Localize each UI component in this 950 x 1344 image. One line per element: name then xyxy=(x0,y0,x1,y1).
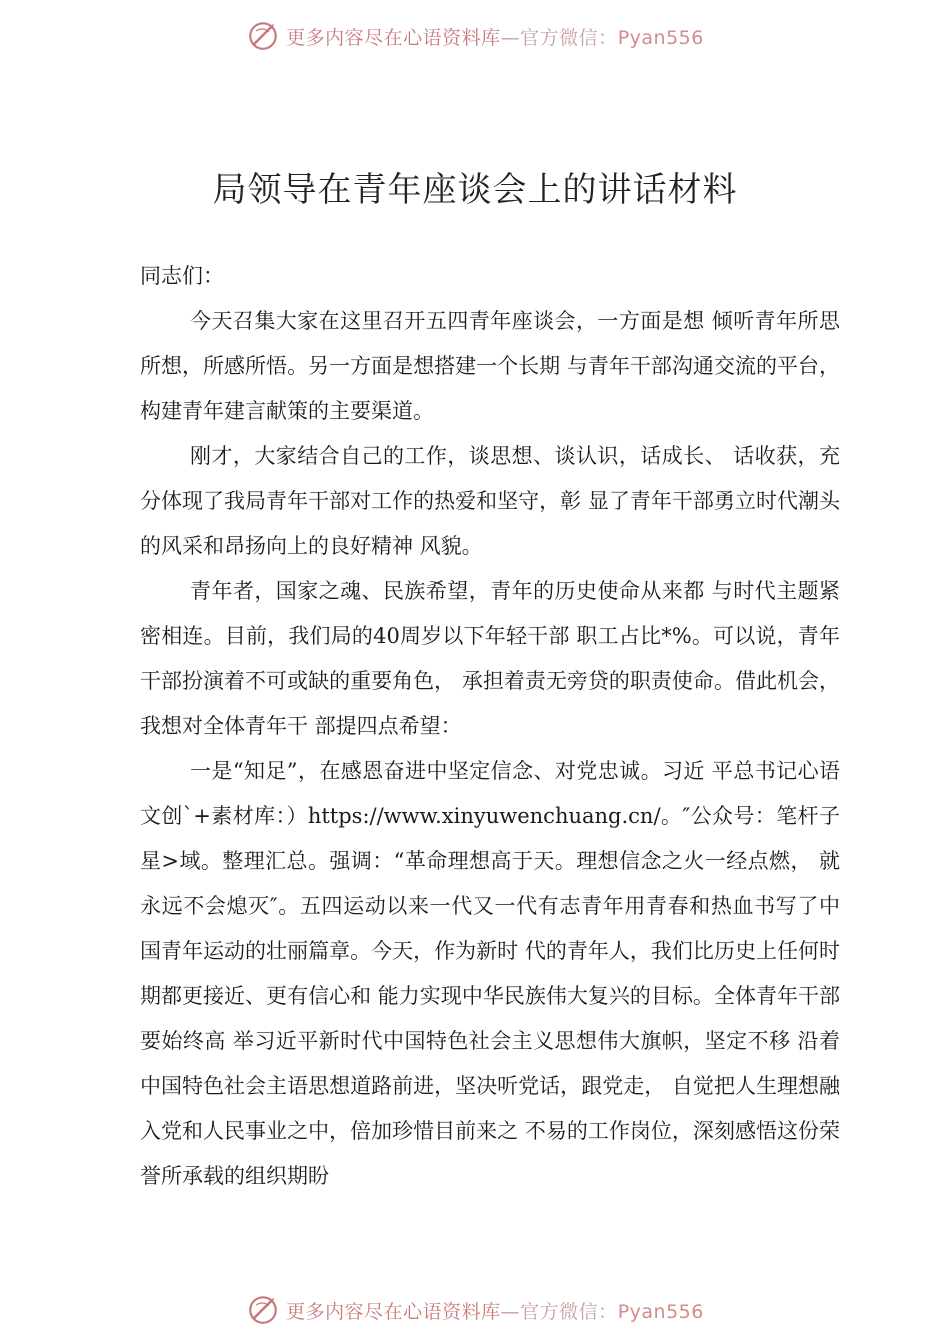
document-title: 局领导在青年座谈会上的讲话材料 xyxy=(212,170,738,210)
paragraph: 今天召集大家在这里召开五四青年座谈会，一方面是想 倾听青年所思所想，所感所悟。另一方面是想搭建一个长期 与青年干部沟通交流的平台，构建青年建言献策的主要渠道。 xyxy=(140,309,840,423)
watermark-text xyxy=(286,1297,704,1324)
watermark-separator: —官方微信： xyxy=(500,26,618,49)
brand-logo-icon xyxy=(246,19,280,53)
watermark-account: Pyan556 xyxy=(617,1300,704,1323)
watermark-separator: —官方微信： xyxy=(500,1300,618,1323)
watermark-brand: 更多内容尽在心语资料库 xyxy=(286,26,501,49)
watermark-account: Pyan556 xyxy=(617,26,704,49)
document-body xyxy=(140,254,840,1199)
paragraph: 青年者，国家之魂、民族希望，青年的历史使命从来都 与时代主题紧密相连。目前，我们局的40周岁以下年轻干部 职工占比*%。可以说，青年干部扮演着不可或缺的重要角色， 承担着责无旁贷的职责使命。借此机会，我想对全体青年干 部提四点希望： xyxy=(140,579,840,738)
watermark-brand: 更多内容尽在心语资料库 xyxy=(286,1300,501,1323)
paragraph: 一是“知足”，在感恩奋进中坚定信念、对党忠诚。习近 平总书记心语文创`+素材库：）https://www.xinyuwenchuang.cn/。″公众号：笔杆子星>域。整理汇总。强调：“革命理想高于天。理想信念之火一经点燃， 就永远不会熄灭″。五四运动以来一代又一代有志青年用青春和热血书写了中国青年运动的壮丽篇章。今天，作为新时 代的青年人，我们比历史上任何时期都更接近、更有信心和 能力实现中华民族伟大复兴的目标。全体青年干部要始终高 举习近平新时代中国特色社会主义思想伟大旗帜，坚定不移 沿着中国特色社会主语思想道路前进，坚决听党话，跟党走， 自觉把人生理想融入党和人民事业之中，倍加珍惜目前来之 不易的工作岗位，深刻感悟这份荣誉所承载的组织期盼 xyxy=(140,759,840,1188)
watermark-text xyxy=(286,23,704,50)
salutation: 同志们： xyxy=(140,264,224,288)
paragraph: 刚才，大家结合自己的工作，谈思想、谈认识，话成长、 话收获，充分体现了我局青年干部对工作的热爱和坚守，彰 显了青年干部勇立时代潮头的风采和昂扬向上的良好精神 风貌。 xyxy=(140,444,840,558)
header-watermark xyxy=(0,16,950,56)
footer-watermark xyxy=(0,1290,950,1330)
brand-logo-icon xyxy=(246,1293,280,1327)
